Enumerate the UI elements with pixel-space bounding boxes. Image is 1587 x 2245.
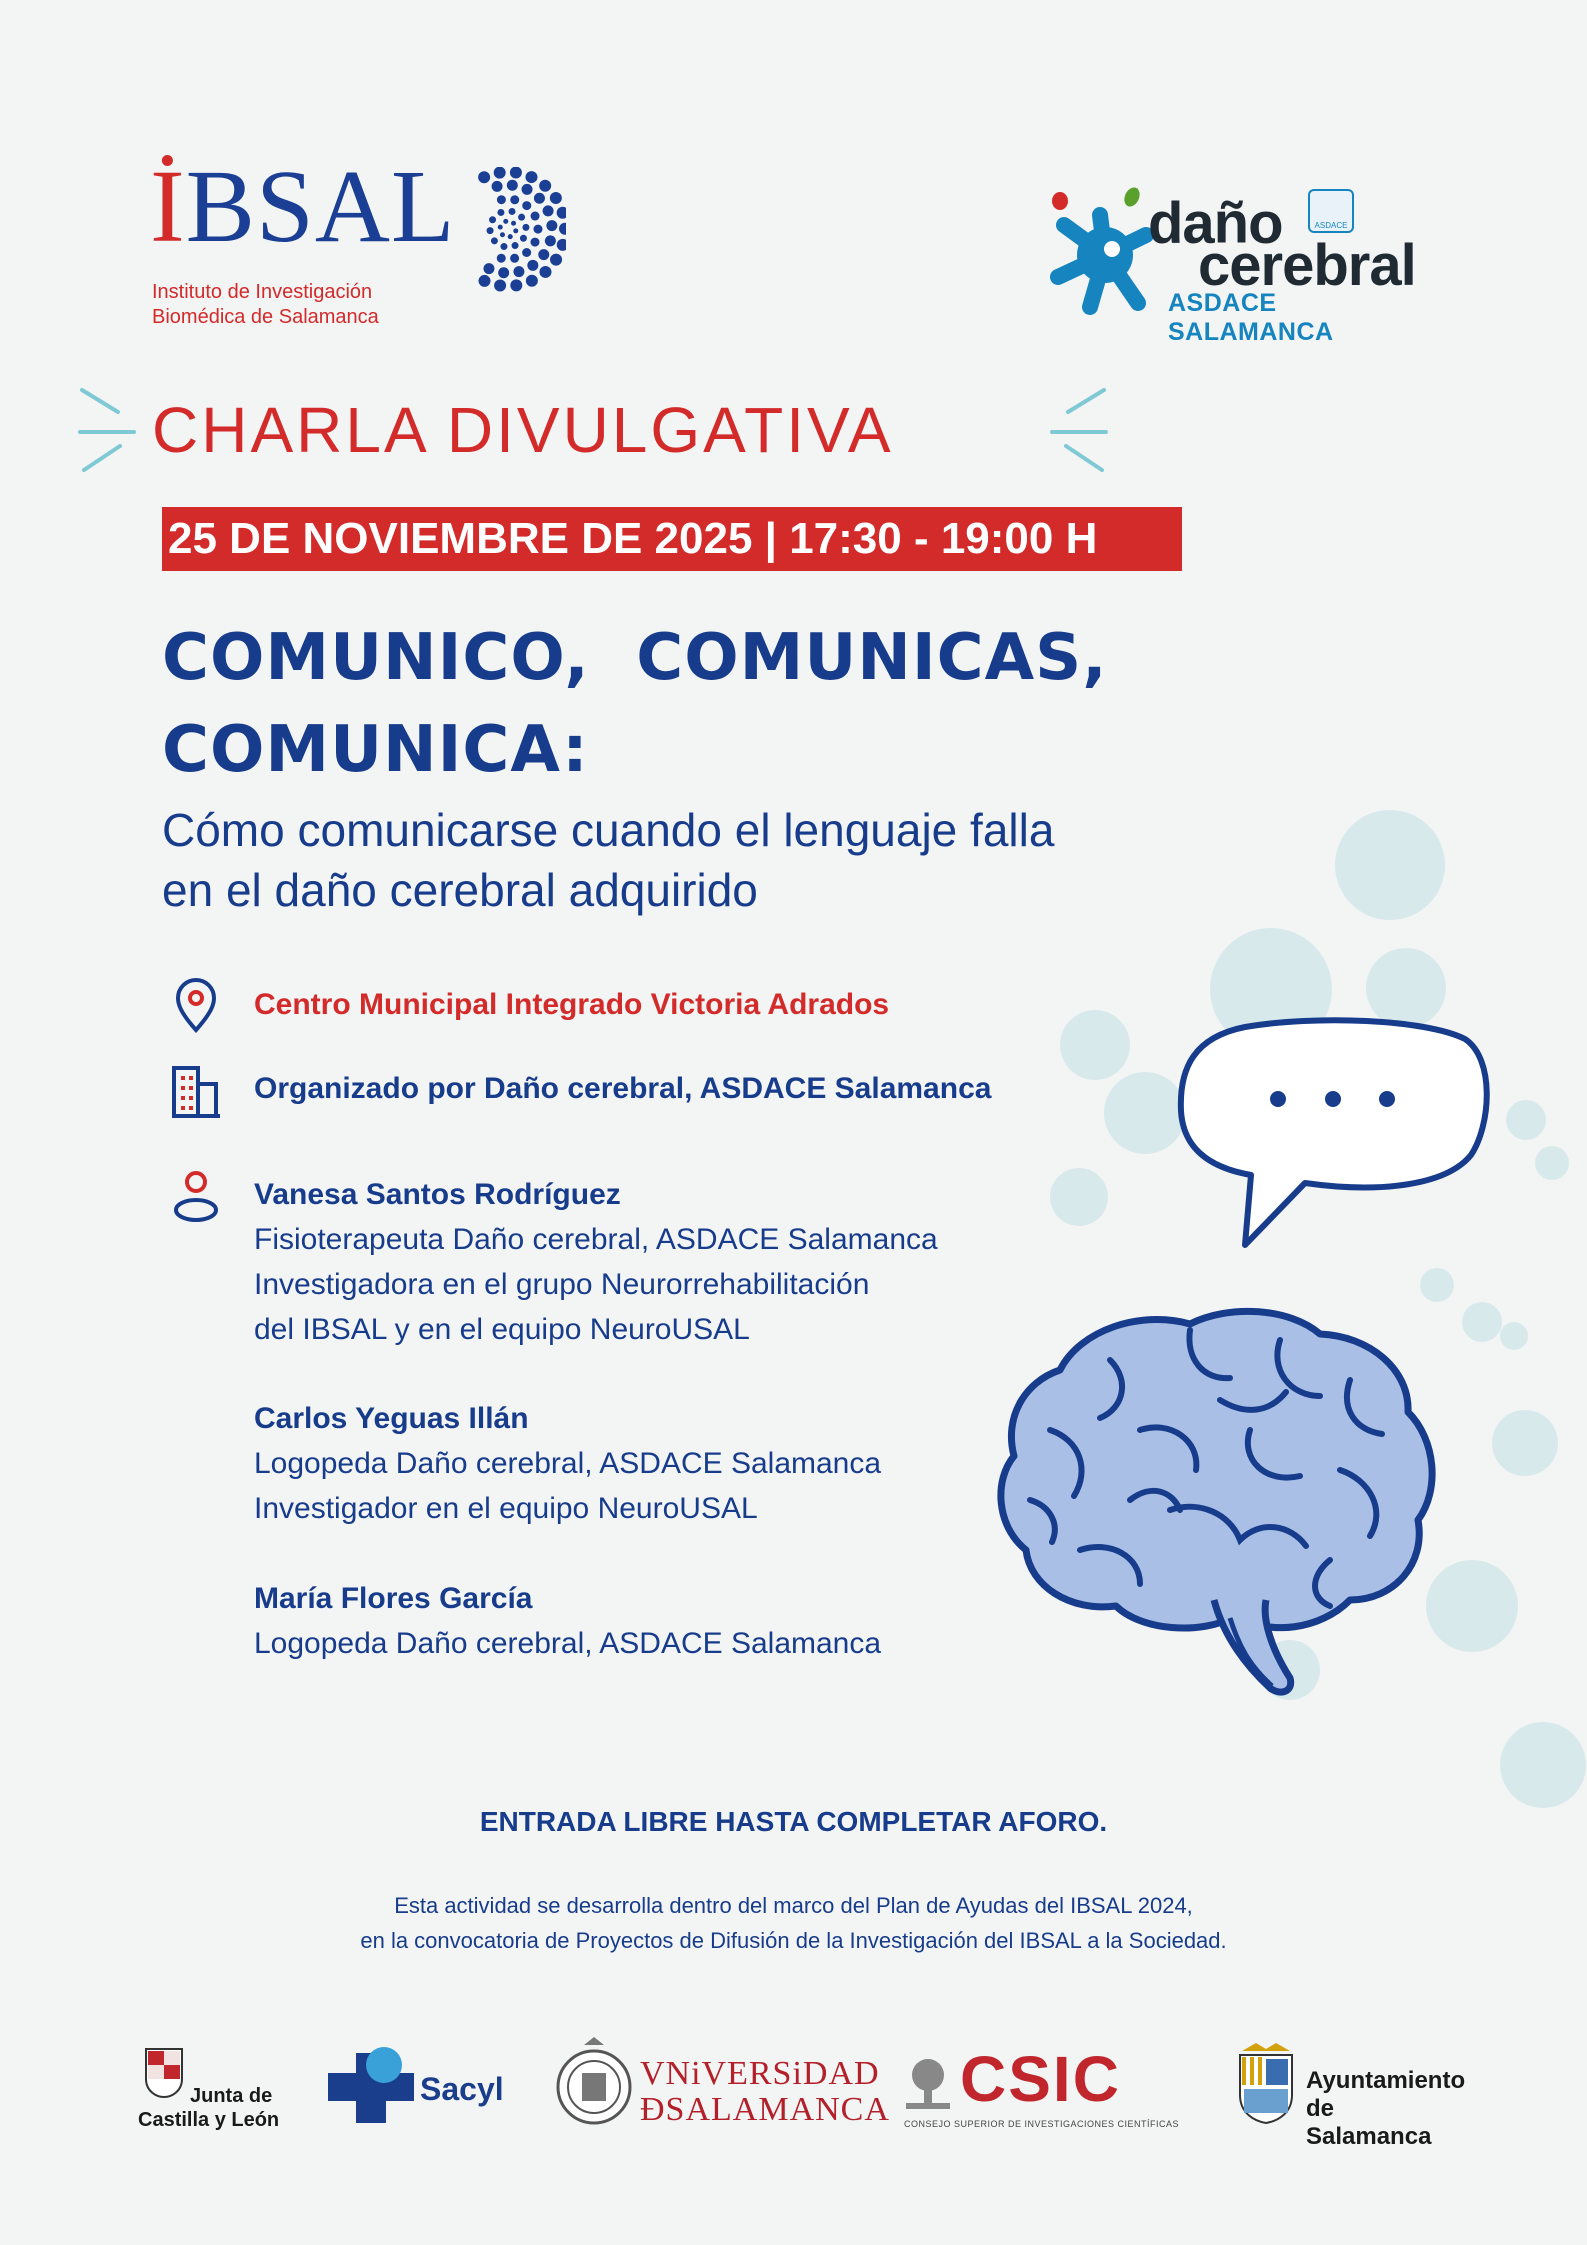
speaker-2-name: Carlos Yeguas Illán [254, 1402, 529, 1435]
ibsal-wordmark: İBSAL [150, 149, 456, 264]
speaker-2-role-1: Logopeda Daño cerebral, ASDACE Salamanca [254, 1447, 882, 1480]
ibsal-dots-icon [446, 167, 566, 293]
funding-note-line-2: en la convocatoria de Proyectos de Difusión de la Investigación del IBSAL a la Sociedad. [360, 1928, 1227, 1953]
speaker-3-name: María Flores García [254, 1582, 533, 1615]
csic-word: CSIC [960, 2043, 1121, 2115]
dano-cerebral-logo [1050, 185, 1430, 346]
speaker-2 [254, 1396, 881, 1531]
junta-line-1: Junta de [190, 2085, 273, 2107]
ayuntamiento-salamanca-logo [1236, 2035, 1466, 2150]
sacyl-word: Sacyl [420, 2071, 504, 2107]
organizer-text: Organizado por Daño cerebral, ASDACE Salamanca [254, 1072, 992, 1105]
subtitle [162, 800, 1054, 920]
ibsal-logo [150, 149, 560, 330]
right-sparkle-icon [1034, 382, 1108, 472]
asdace-badge: ASDACE [1308, 189, 1354, 233]
speaker-1-role-3: del IBSAL y en el equipo NeuroUSAL [254, 1313, 750, 1346]
usal-seal-icon [554, 2037, 634, 2133]
funding-note-line-1: Esta actividad se desarrolla dentro del marco del Plan de Ayudas del IBSAL 2024, [394, 1893, 1193, 1918]
event-type-title: CHARLA DIVULGATIVA [152, 394, 894, 466]
entrada-libre-text: ENTRADA LIBRE HASTA COMPLETAR AFORO. [479, 1806, 1108, 1837]
building-icon [170, 1062, 222, 1118]
speaker-1-role-1: Fisioterapeuta Daño cerebral, ASDACE Salamanca [254, 1223, 938, 1256]
left-sparkle-icon [78, 382, 152, 472]
ayuntamiento-line-1: Ayuntamiento [1306, 2067, 1466, 2094]
junta-castilla-leon-logo [138, 2035, 288, 2135]
dano-word: daño [1148, 191, 1283, 256]
main-title [162, 612, 1108, 796]
sacyl-cross-icon [326, 2045, 418, 2129]
ibsal-line-1: Instituto de Investigación [152, 281, 373, 303]
subtitle-line-1: Cómo comunicarse cuando el lenguaje falla [162, 804, 1055, 856]
usal-line-1: VNiVERSiDAD [640, 2055, 880, 2092]
csic-tree-icon [900, 2055, 956, 2111]
location-pin-icon [170, 978, 222, 1034]
cerebral-word: cerebral [1198, 233, 1416, 298]
subtitle-line-2: en el daño cerebral adquirido [162, 864, 758, 916]
speaker-1-name: Vanesa Santos Rodríguez [254, 1178, 621, 1211]
person-icon [170, 1168, 222, 1224]
speaker-2-role-2: Investigador en el equipo NeuroUSAL [254, 1492, 758, 1525]
brain-icon [990, 1300, 1450, 1700]
speaker-3-role-1: Logopeda Daño cerebral, ASDACE Salamanca [254, 1627, 882, 1660]
junta-line-2: Castilla y León [138, 2109, 280, 2131]
universidad-salamanca-logo [554, 2035, 890, 2135]
sacyl-logo [326, 2035, 506, 2135]
usal-line-2: ÐSALAMANCA [640, 2091, 890, 2128]
main-title-line-1: COMUNICO, COMUNICAS, [162, 621, 1108, 695]
csic-logo [900, 2035, 1180, 2135]
ayuntamiento-line-2: de Salamanca [1306, 2095, 1432, 2150]
location-text: Centro Municipal Integrado Victoria Adrados [254, 988, 890, 1021]
date-banner: 25 DE NOVIEMBRE DE 2025 | 17:30 - 19:00 H [162, 507, 1182, 571]
speaker-1-role-2: Investigadora en el grupo Neurorrehabilitación [254, 1268, 870, 1301]
speech-bubble-icon [1175, 1015, 1495, 1255]
junta-shield-icon [144, 2047, 184, 2099]
funding-note [0, 1888, 1587, 1958]
main-title-line-2: COMUNICA: [162, 713, 589, 787]
asdace-salamanca-word: ASDACE SALAMANCA [1168, 289, 1334, 346]
speaker-1 [254, 1172, 938, 1352]
csic-subtitle: CONSEJO SUPERIOR DE INVESTIGACIONES CIENTÍFICAS [904, 2119, 1180, 2129]
ayuntamiento-shield-icon [1236, 2041, 1296, 2125]
speaker-3 [254, 1576, 881, 1666]
ibsal-line-2: Biomédica de Salamanca [152, 306, 379, 328]
